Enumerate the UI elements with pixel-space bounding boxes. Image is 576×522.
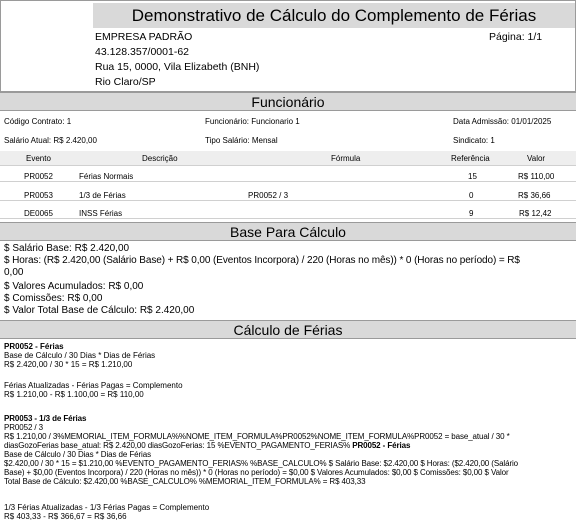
company-name: EMPRESA PADRÃO [95, 31, 193, 43]
calc-line: R$ 1.210,00 - R$ 1.100,00 = R$ 110,00 [4, 390, 144, 399]
col-descricao: Descrição [142, 154, 178, 163]
row-evento: DE0065 [24, 209, 53, 218]
company-logo-area [3, 3, 89, 89]
row-valor: R$ 36,66 [518, 191, 551, 200]
col-valor: Valor [527, 154, 546, 163]
calc-line: Base de Cálculo / 30 Dias * Dias de Férias [4, 351, 156, 360]
calc-line: $2.420,00 / 30 * 15 = $1.210,00 %EVENTO_PAGAMENTO_FERIAS% %BASE_CALCULO% $ Salário Base: $2.420,00 $ Horas: ($2.420,00 (Salário [4, 459, 519, 468]
calc-line: diasGozoFerias base_atual: R$ 2.420,00 diasGozoFerias: 15 %EVENTO_PAGAMENTO_FERIAS% [4, 441, 351, 450]
calc-line: R$ 1.210,00 / 3%MEMORIAL_ITEM_FORMULA%%NOME_ITEM_FORMULA%PR0052%NOME_ITEM_FORMULA%PR0052 = base_atual / 30 * [4, 432, 510, 441]
calc-pr0052 [4, 342, 572, 369]
row-descricao: INSS Férias [79, 209, 123, 218]
row-descricao: Férias Normais [79, 172, 134, 181]
report-header [0, 0, 576, 92]
calc-line-bold: PR0052 - Férias [352, 441, 411, 450]
row-valor: R$ 12,42 [519, 209, 552, 218]
base-total: $ Valor Total Base de Cálculo: R$ 2.420,00 [4, 305, 195, 316]
row-valor: R$ 110,00 [518, 172, 555, 181]
col-evento: Evento [26, 154, 51, 163]
row-evento: PR0052 [24, 172, 53, 181]
col-referencia: Referência [451, 154, 490, 163]
calc-line: Base) + $0,00 (Eventos Incorpora) / 220 (Horas no mês)) * 0 (Horas no período) = $0,00 $ Valores Acumulados: $0,00 $ Comissões: $0,00 $ Valor [4, 468, 509, 477]
calc-line: Base de Cálculo / 30 Dias * Dias de Férias [4, 450, 151, 459]
row-evento: PR0053 [24, 191, 53, 200]
base-section-title: Base Para Cálculo [0, 222, 576, 241]
base-horas-cont: 0,00 [4, 267, 24, 278]
salario-atual: Salário Atual: R$ 2.420,00 [4, 136, 97, 145]
funcionario-name: Funcionário: Funcionario 1 [205, 117, 300, 126]
calc-line: Total Base de Cálculo: $2.420,00 %BASE_CALCULO% %MEMORIAL_ITEM_FORMULA% = R$ 403,33 [4, 477, 366, 486]
sindicato: Sindicato: 1 [453, 136, 495, 145]
col-formula: Fórmula [331, 154, 361, 163]
calc-pr0052-title: PR0052 - Férias [4, 342, 64, 351]
calc-pr0053 [4, 414, 572, 486]
calc-line: Férias Atualizadas - Férias Pagas = Complemento [4, 381, 183, 390]
calculo-section-title: Cálculo de Férias [0, 320, 576, 339]
row-referencia: 15 [468, 172, 477, 181]
codigo-contrato: Código Contrato: 1 [4, 117, 72, 126]
calc-pr0053-title: PR0053 - 1/3 de Férias [4, 414, 87, 423]
company-cnpj: 43.128.357/0001-62 [95, 46, 190, 58]
calc-line: PR0052 / 3 [4, 423, 44, 432]
report-title: Demonstrativo de Cálculo do Complemento de Férias [93, 3, 575, 28]
row-referencia: 0 [469, 191, 474, 200]
company-city: Rio Claro/SP [95, 76, 156, 88]
page-number: Página: 1/1 [489, 31, 543, 43]
row-referencia: 9 [469, 209, 474, 218]
calc-line: 1/3 Férias Atualizadas - 1/3 Férias Pagas = Complemento [4, 503, 210, 512]
row-formula: PR0052 / 3 [248, 191, 289, 200]
base-horas: $ Horas: (R$ 2.420,00 (Salário Base) + R$ 0,00 (Eventos Incorpora) / 220 (Horas no mês)) * 0 (Horas no período) = R$ [4, 255, 520, 266]
company-address: Rua 15, 0000, Vila Elizabeth (BNH) [95, 61, 260, 73]
base-salario: $ Salário Base: R$ 2.420,00 [4, 243, 130, 254]
funcionario-section-title: Funcionário [0, 92, 576, 111]
data-admissao: Data Admissão: 01/01/2025 [453, 117, 552, 126]
calc-line: R$ 2.420,00 / 30 * 15 = R$ 1.210,00 [4, 360, 133, 369]
base-comissoes: $ Comissões: R$ 0,00 [4, 293, 103, 304]
row-descricao: 1/3 de Férias [79, 191, 126, 200]
base-acumulados: $ Valores Acumulados: R$ 0,00 [4, 281, 144, 292]
calc-pr0053-complement [4, 503, 572, 521]
calc-line: R$ 403,33 - R$ 366,67 = R$ 36,66 [4, 512, 127, 521]
tipo-salario: Tipo Salário: Mensal [205, 136, 278, 145]
calc-pr0052-complement [4, 381, 572, 399]
